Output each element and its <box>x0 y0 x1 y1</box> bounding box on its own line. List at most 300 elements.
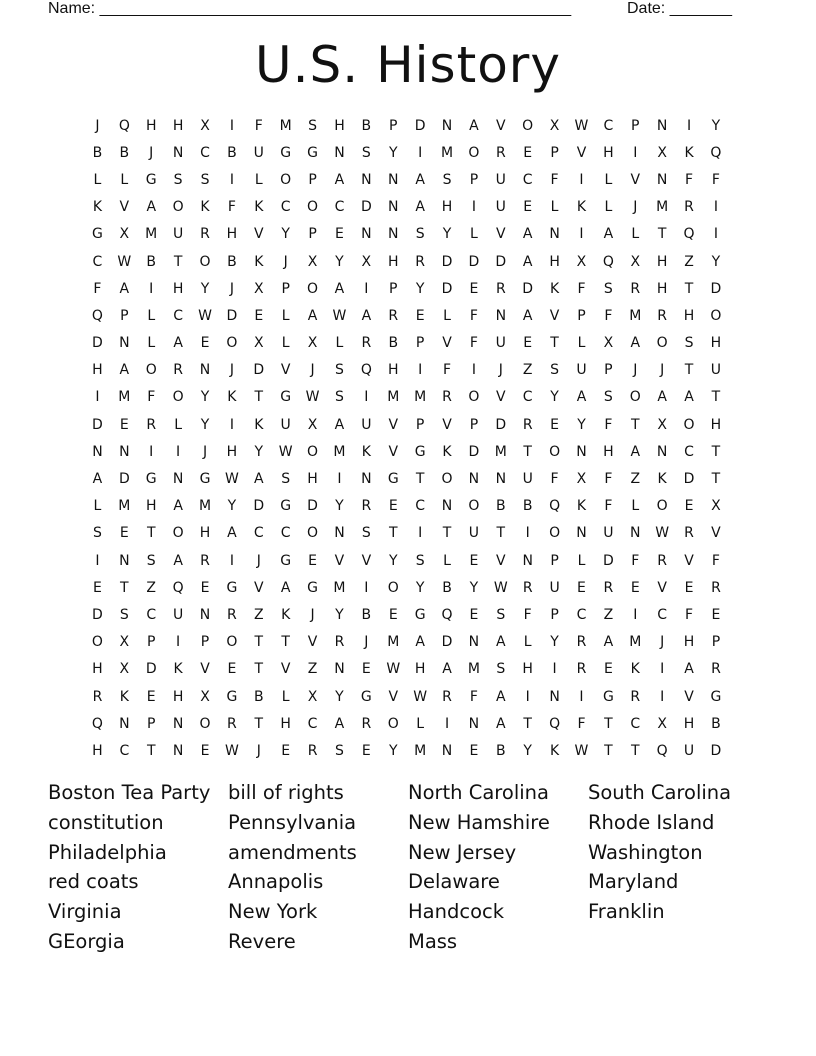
grid-letter: Q <box>172 579 184 596</box>
grid-letter: S <box>200 171 210 188</box>
grid-letter: L <box>416 715 425 732</box>
word-bank-item: New Jersey <box>408 840 517 864</box>
grid-letter: O <box>307 280 319 297</box>
grid-letter: N <box>388 171 399 188</box>
grid-letter: M <box>333 443 346 460</box>
grid-letter: G <box>280 552 292 569</box>
grid-letter: Z <box>253 606 264 623</box>
grid-letter: R <box>200 552 210 569</box>
grid-letter: A <box>173 498 183 515</box>
grid-letter: H <box>656 280 668 297</box>
grid-letter: Y <box>550 634 559 651</box>
grid-letter: H <box>414 661 426 678</box>
grid-letter: E <box>146 688 156 705</box>
grid-letter: H <box>603 443 614 460</box>
grid-letter: J <box>149 144 154 161</box>
grid-letter: K <box>549 280 560 297</box>
grid-row <box>84 710 744 737</box>
grid-letter: N <box>172 144 184 161</box>
grid-row <box>84 411 744 438</box>
grid-letter: C <box>119 742 130 759</box>
grid-row <box>84 357 744 384</box>
grid-letter: A <box>254 471 264 488</box>
grid-letter: K <box>254 199 264 216</box>
grid-letter: E <box>227 661 237 678</box>
grid-letter: X <box>603 335 614 352</box>
grid-letter: R <box>361 715 372 732</box>
grid-letter: N <box>199 362 211 379</box>
grid-letter: O <box>441 471 453 488</box>
grid-letter: Y <box>523 742 532 759</box>
grid-letter: J <box>202 443 208 460</box>
grid-letter: F <box>685 171 694 188</box>
grid-letter: G <box>226 579 238 596</box>
grid-letter: Y <box>200 416 210 433</box>
grid-row <box>84 166 744 193</box>
grid-letter: F <box>604 307 613 324</box>
grid-letter: J <box>364 634 369 651</box>
grid-letter: V <box>280 661 291 678</box>
grid-letter: A <box>334 715 345 732</box>
grid-letter: K <box>576 199 587 216</box>
grid-letter: I <box>229 117 234 134</box>
grid-letter: W <box>305 389 320 406</box>
grid-letter: O <box>656 498 668 515</box>
grid-letter: Y <box>711 117 721 134</box>
grid-letter: I <box>633 144 638 161</box>
grid-letter: P <box>308 226 317 243</box>
grid-letter: I <box>337 471 342 488</box>
grid-letter: R <box>576 661 587 678</box>
grid-letter: D <box>522 280 534 297</box>
grid-letter: N <box>119 715 130 732</box>
grid-letter: I <box>364 579 369 596</box>
grid-letter: M <box>467 661 480 678</box>
grid-letter: Y <box>281 226 290 243</box>
grid-letter: I <box>149 280 154 297</box>
grid-letter: R <box>711 661 721 678</box>
grid-letter: N <box>334 144 345 161</box>
grid-letter: L <box>631 498 640 515</box>
grid-letter: G <box>307 144 318 161</box>
grid-letter: Z <box>603 606 614 623</box>
grid-letter: R <box>200 226 210 243</box>
grid-letter: E <box>254 307 264 324</box>
grid-letter: M <box>333 579 346 596</box>
word-bank-item: Virginia <box>48 900 122 924</box>
grid-letter: A <box>334 416 345 433</box>
grid-letter: V <box>496 117 506 134</box>
grid-letter: O <box>199 715 211 732</box>
grid-letter: H <box>710 335 722 352</box>
grid-letter: L <box>604 199 613 216</box>
grid-letter: N <box>172 715 184 732</box>
grid-letter: H <box>145 117 157 134</box>
word-bank-item: Mass <box>408 929 458 953</box>
grid-letter: S <box>550 362 560 379</box>
grid-letter: A <box>146 199 157 216</box>
grid-letter: J <box>633 362 638 379</box>
grid-row <box>84 493 744 520</box>
grid-letter: Y <box>388 552 398 569</box>
grid-letter: P <box>389 117 398 134</box>
grid-letter: S <box>361 525 371 542</box>
grid-letter: A <box>92 471 103 488</box>
grid-letter: Q <box>91 715 103 732</box>
grid-letter: N <box>361 171 372 188</box>
grid-letter: T <box>254 389 264 406</box>
grid-letter: D <box>253 498 265 515</box>
grid-letter: D <box>360 199 372 216</box>
grid-letter: T <box>415 471 425 488</box>
grid-letter: D <box>441 280 453 297</box>
grid-letter: I <box>229 552 234 569</box>
grid-letter: R <box>334 634 345 651</box>
word-bank-item: bill of rights <box>228 781 344 804</box>
grid-letter: C <box>146 606 157 623</box>
header-line <box>48 0 768 20</box>
grid-row <box>84 194 744 221</box>
grid-letter: X <box>253 280 264 297</box>
grid-letter: V <box>576 144 587 161</box>
grid-letter: M <box>387 634 400 651</box>
grid-letter: D <box>602 552 614 569</box>
grid-letter: N <box>334 525 345 542</box>
grid-row <box>84 574 744 601</box>
grid-letter: N <box>441 498 453 515</box>
grid-letter: I <box>444 715 450 732</box>
grid-letter: B <box>146 253 157 270</box>
grid-letter: J <box>256 742 261 759</box>
grid-letter: A <box>415 171 425 188</box>
grid-row <box>84 112 744 139</box>
grid-letter: A <box>334 280 345 297</box>
grid-letter: Z <box>522 362 533 379</box>
grid-letter: C <box>280 199 291 216</box>
grid-letter: V <box>254 226 264 243</box>
grid-letter: M <box>494 443 507 460</box>
grid-letter: S <box>415 226 425 243</box>
grid-letter: X <box>119 634 130 651</box>
grid-letter: E <box>684 579 694 596</box>
grid-letter: O <box>307 443 319 460</box>
grid-letter: E <box>603 661 613 678</box>
grid-letter: X <box>307 253 318 270</box>
grid-row <box>84 629 744 656</box>
grid-letter: A <box>522 226 533 243</box>
grid-letter: L <box>147 335 156 352</box>
grid-letter: B <box>496 498 506 515</box>
grid-letter: V <box>442 416 452 433</box>
grid-letter: O <box>468 389 480 406</box>
grid-letter: J <box>310 362 315 379</box>
grid-letter: N <box>656 117 668 134</box>
grid-letter: L <box>281 335 290 352</box>
grid-row <box>84 139 744 166</box>
grid-letter: H <box>387 253 399 270</box>
grid-letter: A <box>442 661 452 678</box>
grid-letter: H <box>172 117 184 134</box>
word-bank-item: amendments <box>228 840 357 864</box>
grid-letter: E <box>308 552 317 569</box>
grid-letter: N <box>468 715 480 732</box>
grid-letter: I <box>525 525 530 542</box>
grid-letter: H <box>656 253 668 270</box>
word-bank-item: Boston Tea Party <box>48 781 211 804</box>
grid-letter: B <box>388 335 399 352</box>
grid-letter: D <box>683 471 695 488</box>
grid-letter: S <box>335 742 344 759</box>
grid-letter: R <box>522 579 533 596</box>
grid-letter: T <box>630 416 640 433</box>
grid-row <box>84 221 744 248</box>
grid-letter: R <box>630 280 641 297</box>
grid-letter: R <box>92 688 103 705</box>
grid-letter: V <box>307 634 318 651</box>
grid-letter: A <box>496 715 506 732</box>
grid-letter: K <box>684 144 694 161</box>
grid-letter: I <box>713 199 718 216</box>
grid-letter: Q <box>118 117 130 134</box>
grid-letter: M <box>629 634 642 651</box>
grid-letter: P <box>577 307 586 324</box>
grid-letter: I <box>364 389 369 406</box>
grid-letter: X <box>200 117 210 134</box>
grid-letter: X <box>307 688 318 705</box>
grid-letter: M <box>629 307 642 324</box>
grid-letter: K <box>442 443 452 460</box>
grid-letter: U <box>683 742 695 759</box>
grid-letter: C <box>307 715 318 732</box>
grid-letter: T <box>281 634 290 651</box>
grid-letter: A <box>496 688 506 705</box>
grid-letter: V <box>388 443 399 460</box>
grid-letter: B <box>253 688 264 705</box>
word-bank-item <box>588 927 768 957</box>
grid-letter: I <box>176 443 181 460</box>
grid-letter: P <box>200 634 210 651</box>
grid-letter: F <box>469 335 478 352</box>
grid-letter: S <box>496 661 506 678</box>
grid-letter: K <box>92 199 103 216</box>
grid-letter: I <box>418 144 423 161</box>
grid-letter: G <box>226 688 238 705</box>
grid-letter: T <box>630 742 640 759</box>
grid-letter: F <box>685 606 694 623</box>
word-bank-item: Delaware <box>408 870 500 894</box>
grid-letter: L <box>604 171 613 188</box>
grid-letter: F <box>604 471 613 488</box>
grid-letter: A <box>119 280 130 297</box>
grid-letter: R <box>173 362 183 379</box>
grid-letter: U <box>495 171 506 188</box>
grid-letter: I <box>229 171 234 188</box>
grid-letter: U <box>172 606 184 623</box>
grid-letter: J <box>660 362 665 379</box>
grid-letter: A <box>173 552 183 569</box>
grid-letter: I <box>660 661 665 678</box>
word-bank-item: constitution <box>48 810 164 834</box>
grid-letter: V <box>496 226 506 243</box>
grid-letter: P <box>550 144 559 161</box>
grid-letter: H <box>441 199 453 216</box>
grid-letter: O <box>280 171 292 188</box>
grid-letter: J <box>283 253 288 270</box>
grid-letter: G <box>710 688 722 705</box>
grid-letter: M <box>279 117 292 134</box>
grid-letter: D <box>307 498 318 515</box>
grid-row <box>84 438 744 465</box>
grid-letter: H <box>683 634 695 651</box>
grid-letter: N <box>388 226 399 243</box>
grid-letter: J <box>229 362 234 379</box>
grid-letter: R <box>576 634 587 651</box>
grid-letter: M <box>118 498 131 515</box>
grid-letter: F <box>227 199 236 216</box>
grid-letter: X <box>119 661 130 678</box>
grid-letter: R <box>307 742 318 759</box>
grid-letter: K <box>630 661 640 678</box>
grid-letter: I <box>418 525 423 542</box>
grid-letter: V <box>684 688 694 705</box>
grid-letter: F <box>604 416 613 433</box>
grid-letter: T <box>711 443 721 460</box>
grid-letter: S <box>603 280 613 297</box>
grid-letter: D <box>710 742 722 759</box>
grid-letter: X <box>307 335 318 352</box>
grid-letter: N <box>199 606 211 623</box>
grid-letter: K <box>576 498 587 515</box>
grid-letter: O <box>199 253 211 270</box>
grid-letter: Q <box>549 715 561 732</box>
grid-letter: C <box>415 498 426 515</box>
grid-letter: C <box>92 253 103 270</box>
grid-letter: Y <box>550 389 559 406</box>
grid-letter: E <box>119 416 129 433</box>
grid-letter: S <box>442 171 452 188</box>
grid-letter: L <box>335 335 344 352</box>
grid-letter: O <box>387 715 399 732</box>
grid-letter: T <box>388 525 398 542</box>
grid-row <box>84 275 744 302</box>
grid-row <box>84 737 744 764</box>
grid-letter: W <box>655 525 670 542</box>
grid-letter: U <box>468 525 480 542</box>
grid-letter: E <box>361 661 371 678</box>
grid-letter: R <box>603 579 614 596</box>
grid-letter: C <box>173 307 183 324</box>
grid-letter: P <box>415 416 425 433</box>
grid-letter: T <box>604 742 613 759</box>
grid-letter: W <box>198 307 212 324</box>
grid-letter: U <box>576 362 587 379</box>
grid-letter: W <box>574 742 589 759</box>
grid-letter: K <box>173 661 183 678</box>
grid-letter: C <box>684 443 694 460</box>
word-bank-item: Pennsylvania <box>228 810 357 834</box>
grid-letter: R <box>657 307 668 324</box>
grid-letter: N <box>549 688 560 705</box>
grid-letter: Y <box>469 579 479 596</box>
grid-letter: U <box>361 416 372 433</box>
grid-letter: L <box>147 307 156 324</box>
grid-letter: G <box>199 471 211 488</box>
grid-letter: S <box>93 525 102 542</box>
grid-letter: V <box>496 552 506 569</box>
grid-letter: H <box>226 443 238 460</box>
grid-letter: Z <box>630 471 641 488</box>
grid-letter: S <box>281 471 291 488</box>
grid-letter: N <box>630 525 641 542</box>
grid-letter: W <box>224 742 239 759</box>
grid-letter: O <box>549 525 561 542</box>
grid-letter: Q <box>683 226 695 243</box>
grid-letter: N <box>495 307 507 324</box>
grid-letter: T <box>550 335 559 352</box>
grid-letter: P <box>469 416 479 433</box>
grid-letter: E <box>93 579 102 596</box>
grid-letter: H <box>199 525 211 542</box>
grid-letter: T <box>523 715 532 732</box>
grid-letter: O <box>387 579 399 596</box>
grid-letter: I <box>525 688 530 705</box>
grid-letter: C <box>200 144 210 161</box>
grid-letter: L <box>577 335 586 352</box>
grid-letter: L <box>577 552 586 569</box>
date-field-label: Date: _______ <box>627 0 732 17</box>
grid-letter: F <box>550 471 559 488</box>
grid-letter: E <box>200 579 210 596</box>
grid-letter: S <box>361 144 371 161</box>
grid-letter: O <box>549 443 561 460</box>
grid-letter: Q <box>656 742 668 759</box>
grid-letter: B <box>522 498 533 515</box>
grid-letter: C <box>630 715 641 732</box>
grid-letter: X <box>253 335 264 352</box>
grid-letter: H <box>145 498 157 515</box>
grid-letter: E <box>711 606 721 623</box>
grid-letter: W <box>386 661 401 678</box>
grid-letter: K <box>254 416 264 433</box>
grid-letter: Y <box>227 498 237 515</box>
grid-letter: R <box>442 688 452 705</box>
grid-letter: D <box>495 416 507 433</box>
grid-letter: D <box>441 634 453 651</box>
grid-letter: I <box>95 552 100 569</box>
grid-letter: H <box>683 307 695 324</box>
word-bank-item: New York <box>228 900 318 924</box>
grid-letter: R <box>495 144 506 161</box>
grid-letter: J <box>633 199 638 216</box>
grid-letter: R <box>495 280 506 297</box>
grid-letter: T <box>684 280 694 297</box>
grid-letter: V <box>657 579 667 596</box>
grid-letter: M <box>414 742 427 759</box>
grid-letter: L <box>120 171 129 188</box>
grid-letter: N <box>468 634 480 651</box>
grid-letter: O <box>145 362 157 379</box>
grid-letter: N <box>119 443 130 460</box>
grid-letter: R <box>227 715 237 732</box>
grid-letter: O <box>468 144 480 161</box>
word-bank-item: Maryland <box>588 870 679 894</box>
grid-letter: E <box>200 335 210 352</box>
grid-letter: N <box>334 661 345 678</box>
grid-letter: H <box>683 715 695 732</box>
grid-letter: Y <box>254 443 264 460</box>
grid-letter: B <box>227 253 237 270</box>
grid-letter: X <box>549 117 560 134</box>
